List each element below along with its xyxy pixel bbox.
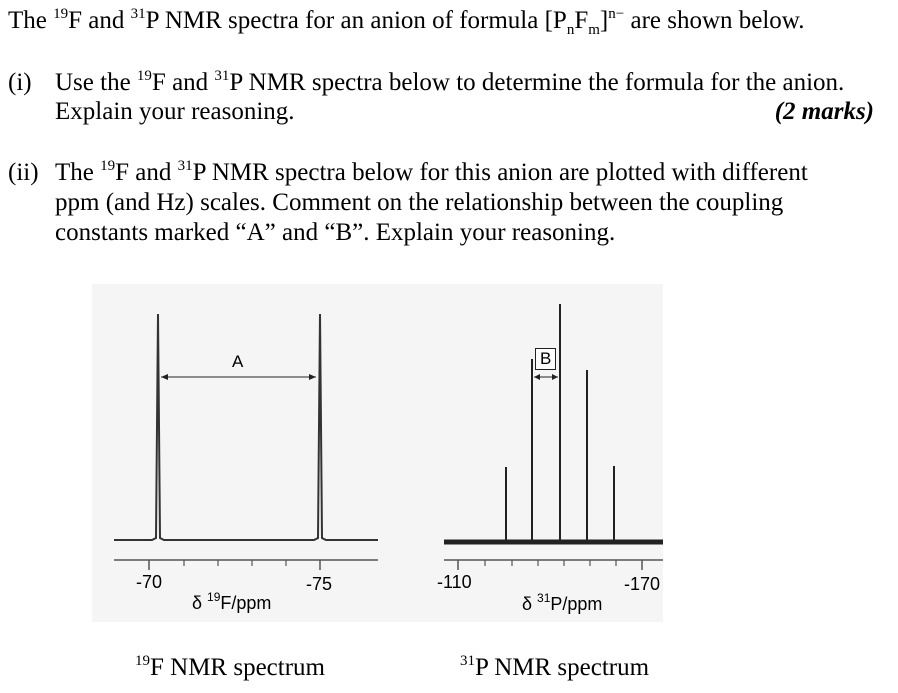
question-2-line-1: The $^{19}$F and $^{31}$P NMR spectra below for this anion are plotted with different [55,157,808,186]
p31-axis-label: δ $^{31}$P/ppm [522,591,603,614]
coupling-b-arrowhead-right [552,374,558,380]
question-2-line-3: constants marked “A” and “B”. Explain your reasoning. [55,219,616,246]
f19-axis-label: δ $^{19}$F/ppm [192,590,272,613]
p31-tick-label-left: -110 [437,572,472,592]
coupling-a-label: A [232,352,244,371]
question-1-number: (i) [8,69,32,96]
nmr-spectra-figure [92,284,663,622]
p31-tick-label-right: -170 [624,574,661,594]
f19-spectrum [114,314,378,570]
p31-spectrum-caption: $^{31}$P NMR spectrum [460,652,650,681]
coupling-b-arrowhead-left [534,374,540,380]
question-header: The $^{19}$F and $^{31}$P NMR spectra for an anion of formula $[P_nF_m]^{n-}$ are shown below. [8,5,805,38]
p31-spectrum [444,304,663,570]
coupling-a-arrowhead-left [161,374,168,380]
question-2-number: (ii) [8,159,39,186]
question-1-line-1: Use the $^{19}$F and $^{31}$P NMR spectra below to determine the formula for the anion. [55,67,845,96]
coupling-b-label: B [535,348,556,370]
coupling-a-arrowhead-right [309,374,316,380]
f19-tick-label-right: -75 [306,574,333,594]
question-2-line-2: ppm (and Hz) scales. Comment on the relationship between the coupling [55,189,784,216]
f19-baseline [114,314,378,540]
f19-tick-label-left: -70 [136,572,163,592]
question-1-marks: (2 marks) [774,98,874,125]
f19-spectrum-caption: $^{19}$F NMR spectrum [135,652,325,681]
question-1-line-2: Explain your reasoning. [55,98,295,125]
nmr-spectra-plot [92,284,663,622]
